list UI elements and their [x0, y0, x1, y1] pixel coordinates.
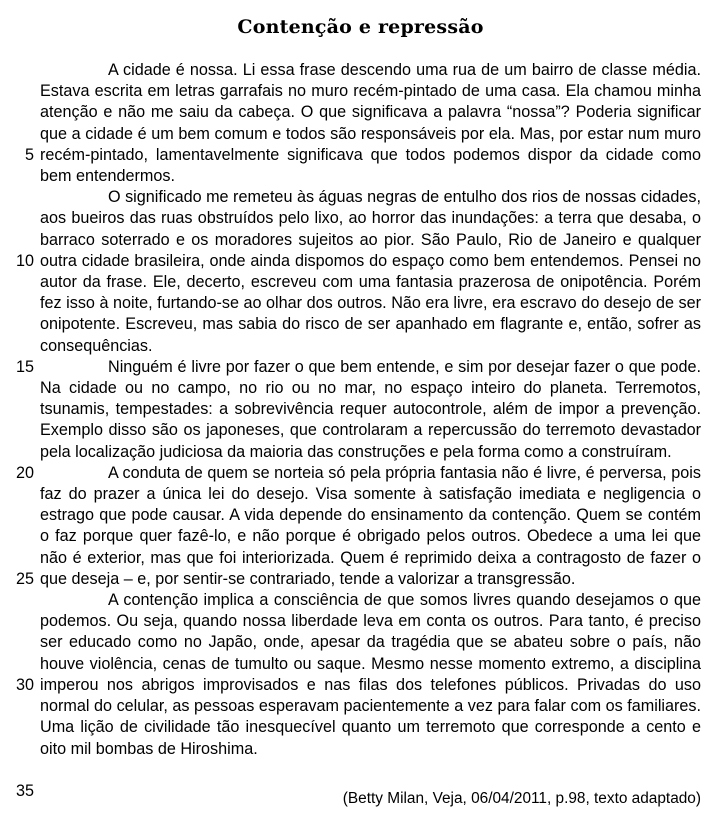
- paragraph-1: A cidade é nossa. Li essa frase descendo uma rua de um bairro de classe média. Estava escrita em letras garrafais no muro recém-pintado de uma casa. Ela chamou minha atenção e não me saiu da cabeça. O que significava a palavra “nossa”? Poderia significar que a cidade é um bem comum e todos são responsáveis por ela. Mas, por estar num muro recém-pintado, lamentavelmente significava que todos podemos dispor da cidade como bem entendermos.: [40, 61, 701, 186]
- paragraph-4: A conduta de quem se norteia só pela própria fantasia não é livre, é perversa, pois faz do prazer a única lei do desejo. Visa somente à satisfação imediata e negligencia o estrago que pode causar. A vida depende do ensinamento da contenção. Quem se contém o faz porque quer fazê-lo, e não porque é obrigado pelos outros. Obedece a uma lei que não é exterior, mas que foi interiorizada. Quem é reprimido deixa a contragosto de fazer o que deseja – e, por sentir-se contrariado, tende a valorizar a transgressão.: [40, 463, 701, 588]
- paragraph-3: Ninguém é livre por fazer o que bem entende, e sim por desejar fazer o que pode. Na cidade ou no campo, no rio ou no mar, no espaço inteiro do planeta. Terremotos, tsunamis, tempestades: a sobrevivência requer autocontrole, além de impor a prevenção. Exemplo disso são os japoneses, que controlaram a repercussão do terremoto devastador pela localização judiciosa da maioria das construções e pela forma como a construíram.: [40, 357, 701, 461]
- paragraph-2: O significado me remeteu às águas negras de entulho dos rios de nossas cidades, aos bueiros das ruas obstruídos pelo lixo, ao horror das inundações: a terra que desaba, o barraco soterrado e os moradores sujeitos ao pior. São Paulo, Rio de Janeiro e qualquer outra cidade brasileira, onde ainda dispomos do espaço como bem entendemos. Pensei no autor da frase. Ele, decerto, escreveu com uma fantasia prazerosa de onipotência. Porém fez isso à noite, furtando-se ao olhar dos outros. Não era livre, era escravo do desejo de ser onipotente. Escreveu, mas sabia do risco de ser apanhado em flagrante e, então, sofrer as consequências.: [40, 188, 701, 355]
- line-number-gutter: [0, 60, 34, 800]
- document-body: [40, 60, 701, 760]
- line-number-20: 20: [15, 464, 34, 482]
- page-title: Contenção e repressão: [237, 15, 484, 38]
- line-number-5: 5: [24, 145, 34, 164]
- line-number-35: 35: [15, 781, 34, 800]
- source-citation: (Betty Milan, Veja, 06/04/2011, p.98, texto adaptado): [342, 790, 701, 807]
- paragraph-5: A contenção implica a consciência de que somos livres quando desejamos o que podemos. Ou seja, quando nossa liberdade leva em conta os outros. Para tanto, é preciso ser educado como no Japão, onde, apesar da tragédia que se abateu sobre o país, não houve violência, cenas de tumulto ou saque. Mesmo nesse momento extremo, a disciplina imperou nos abrigos improvisados e nas filas dos telefones públicos. Privadas do uso normal do celular, as pessoas esperavam pacientemente a vez para falar com os familiares. Uma lição de civilidade tão inesquecível quanto um terremoto que corresponde a cento e oito mil bombas de Hiroshima.: [40, 591, 701, 758]
- line-number-30: 30: [15, 675, 34, 694]
- line-number-10: 10: [15, 251, 34, 270]
- line-number-25: 25: [15, 570, 34, 588]
- line-number-15: 15: [15, 358, 34, 376]
